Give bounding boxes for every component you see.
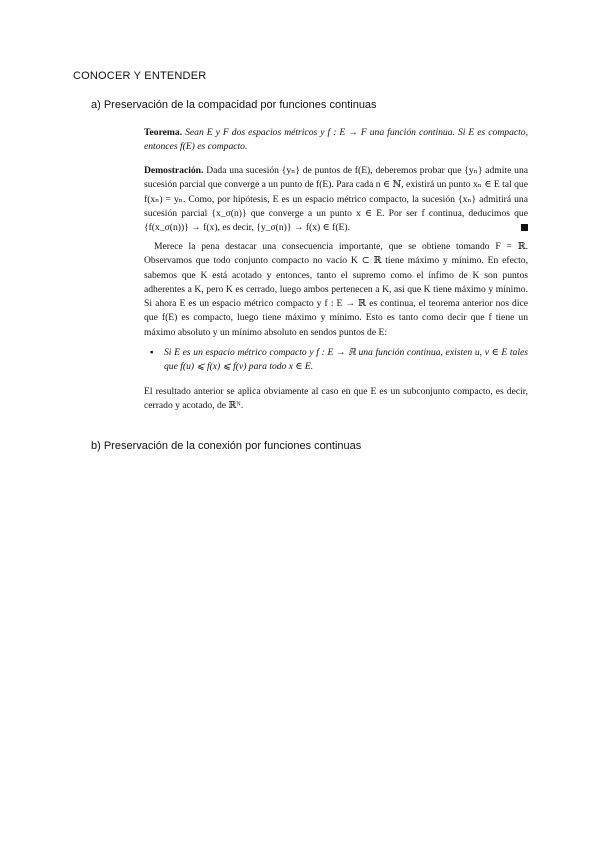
corollary-bullet [144,346,528,375]
subsection-a-heading: a) Preservación de la compacidad por funciones continuas [91,99,377,111]
subsection-b-heading: b) Preservación de la conexión por funciones continuas [91,440,362,452]
demonstration-block [144,164,528,235]
section-title: CONOCER Y ENTENDER [73,70,207,82]
demonstration-label: Demostración. [144,165,204,176]
theorem-text: Sean E y F dos espacios métricos y f : E → F una función continua. Si E es compacto, entonces f(E) es compacto. [144,127,528,153]
theorem-label: Teorema. [144,127,183,138]
qed-square-icon [521,224,528,231]
bullet-square-icon: ▪ [150,347,154,358]
theorem-block [144,126,528,155]
closing-paragraph: El resultado anterior se aplica obviamente al caso en que E es un subconjunto compacto, es decir, cerrado y acotado, de ℝᴺ. [144,386,528,412]
remark-paragraph: Merece la pena destacar una consecuencia importante, que se obtiene tomando F = ℝ. Observamos que todo conjunto compacto no vacío K ⊂ ℝ tiene máximo y mínimo. En efecto, sabemos que K está acotado y entonces, tanto el supremo como el ínfimo de K son puntos adherentes a K, pero K es cerrado, luego ambos pertenecen a K, así que K tiene máximo y mínimo. Si ahora E es un espacio métrico compacto y f : E → ℝ es continua, el teorema anterior nos dice que f(E) es compacto, luego tiene máximo y mínimo. Esto es tanto como decir que f tiene un máximo absoluto y un mínimo absoluto en sendos puntos de E: [144,241,528,338]
demonstration-text: Dada una sucesión {yₙ} de puntos de f(E), deberemos probar que {yₙ} admite una sucesión parcial que converge a un punto de f(E). Para cada n ∈ ℕ, existirá un punto xₙ ∈ E tal que f(xₙ) = yₙ. Como, por hipótesis, E es un espacio métrico compacto, la sucesión {xₙ} admitirá una sucesión parcial {x_σ(n)} que converge a un punto x ∈ E. Por ser f continua, deducimos que {f(x_σ(n))} → f(x), es decir, {y_σ(n)} → f(x) ∈ f(E). [144,165,528,234]
corollary-text: Si E es un espacio métrico compacto y f : E → ℝ una función continua, existen u, v ∈ E tales que f(u) ⩽ f(x) ⩽ f(v) para todo x ∈ E. [164,347,528,373]
